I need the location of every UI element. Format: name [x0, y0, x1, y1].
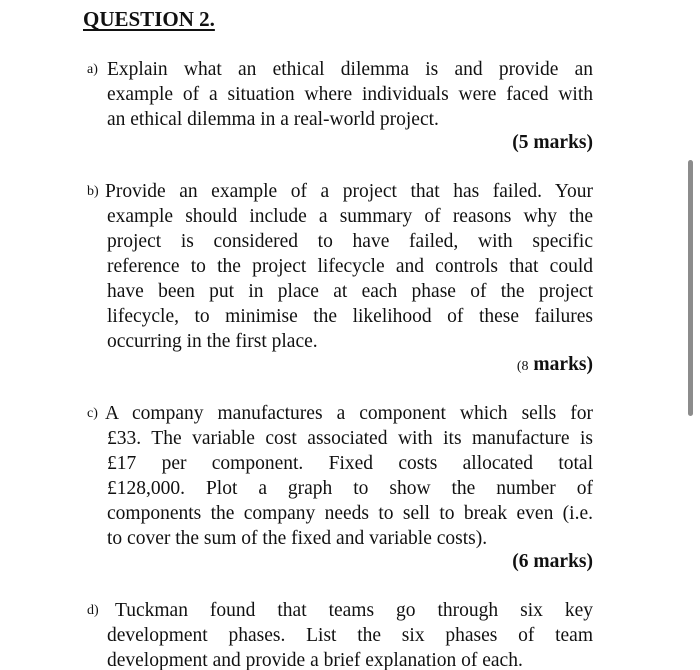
part-c-line-2: £33. The variable cost associated with its manufacture is — [107, 428, 593, 449]
part-b-line-3: project is considered to have failed, with specific — [107, 231, 593, 252]
part-b-line-5: have been put in place at each phase of the project — [107, 281, 593, 302]
part-d-line-2: development phases. List the six phases of team — [107, 625, 593, 646]
part-a-marks: (5 marks) — [512, 132, 593, 153]
part-b-label: b) — [87, 184, 99, 199]
part-c-text — [105, 401, 593, 551]
part-a-line-2: example of a situation where individuals were faced with — [107, 84, 593, 105]
part-b-line-6: lifecycle, to minimise the likelihood of these failures — [107, 306, 593, 327]
part-b-text — [105, 179, 593, 354]
part-b-marks-prefix: (8 — [516, 359, 529, 374]
part-a-text — [107, 57, 593, 132]
part-c-label: c) — [87, 406, 98, 421]
vertical-scrollbar[interactable] — [688, 160, 693, 416]
part-d-line-3: development and provide a brief explanation of each. — [107, 650, 523, 670]
part-d-text — [107, 598, 593, 670]
part-b-line-2: example should include a summary of reasons why the — [107, 206, 593, 227]
part-b-line-1: Provide an example of a project that has failed. Your — [105, 181, 593, 202]
part-a-label: a) — [87, 62, 98, 77]
question-heading: QUESTION 2. — [83, 7, 215, 31]
part-c-line-3: £17 per component. Fixed costs allocated total — [107, 453, 593, 474]
part-c-line-4: £128,000. Plot a graph to show the number of — [107, 478, 593, 499]
part-d-line-1: Tuckman found that teams go through six key — [115, 600, 593, 621]
part-c-line-6: to cover the sum of the fixed and variable costs). — [107, 528, 488, 549]
part-a-line-1: Explain what an ethical dilemma is and provide an — [107, 59, 593, 80]
part-b-marks — [517, 352, 593, 379]
part-d-label: d) — [87, 603, 99, 618]
part-c-marks: (6 marks) — [512, 551, 593, 572]
part-b-line-4: reference to the project lifecycle and controls that could — [107, 256, 593, 277]
part-c-line-5: components the company needs to sell to break even (i.e. — [107, 503, 593, 524]
part-a-line-3: an ethical dilemma in a real-world project. — [107, 109, 439, 130]
part-c-line-1: A company manufactures a component which sells for — [105, 403, 593, 424]
part-b-marks-rest: marks) — [533, 354, 593, 375]
part-b-line-7: occurring in the first place. — [107, 331, 318, 352]
